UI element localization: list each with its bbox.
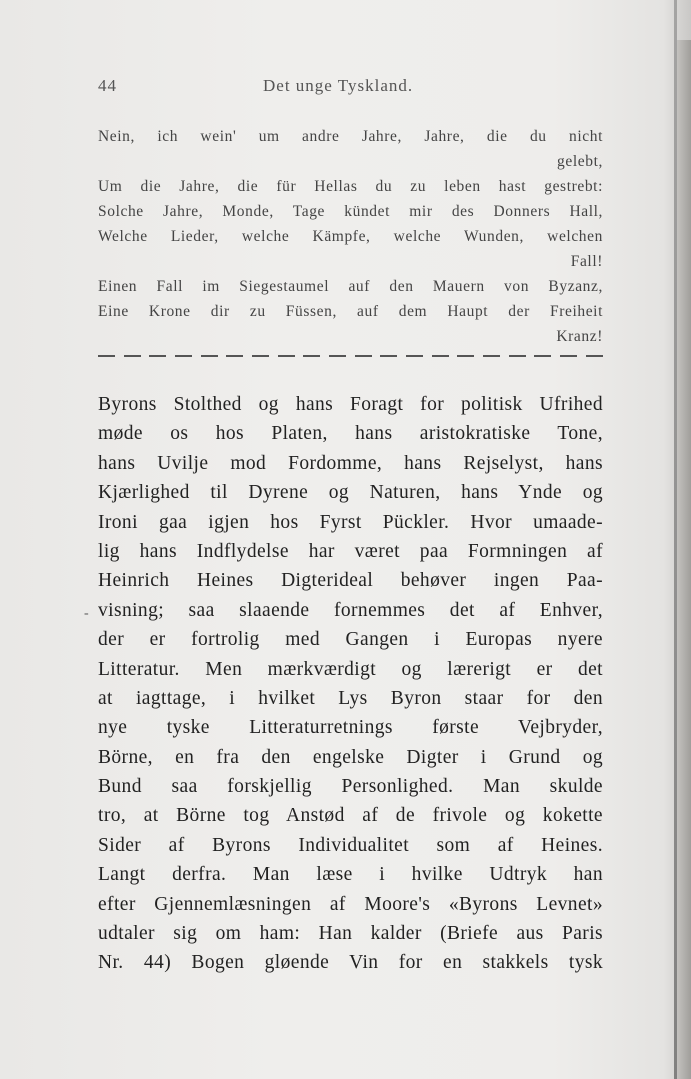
- text-line: Kjærlighed til Dyrene og Naturen, hans Ynde og: [98, 482, 603, 504]
- poem-line: Um die Jahre, die für Hellas du zu leben hast gestrebt:: [98, 178, 603, 195]
- body-text: [98, 390, 603, 978]
- running-head-title: Det unge Tyskland.: [263, 76, 414, 95]
- text-line: Byrons Stolthed og hans Foragt for politisk Ufrihed: [98, 394, 603, 415]
- text-line: lig hans Indflydelse har været paa Formningen af: [98, 540, 603, 562]
- dash-divider: [98, 350, 603, 362]
- poem-line: Solche Jahre, Monde, Tage kündet mir des Donners Hall,: [98, 203, 603, 220]
- margin-mark: -: [84, 606, 89, 621]
- text-line: hans Uvilje mod Fordomme, hans Rejselyst, hans: [98, 452, 603, 474]
- poem-line: gelebt,: [557, 153, 603, 170]
- poem-line: Nein, ich wein' um andre Jahre, Jahre, die du nicht: [98, 128, 603, 145]
- poem-line: Welche Lieder, welche Kämpfe, welche Wunden, welchen: [98, 228, 603, 245]
- running-header: [98, 76, 603, 100]
- text-line: møde os hos Platen, hans aristokratiske Tone,: [98, 423, 603, 445]
- text-line: efter Gjennemlæsningen af Moore's «Byrons Levnet»: [98, 893, 603, 915]
- text-line: tro, at Börne tog Anstød af de frivole og kokette: [98, 805, 603, 827]
- page-number: 44: [98, 76, 117, 95]
- text-line: der er fortrolig med Gangen i Europas nyere: [98, 629, 603, 651]
- text-line: Bund saa forskjellig Personlighed. Man skulde: [98, 776, 603, 798]
- text-line: Nr. 44) Bogen gløende Vin for en stakkels tysk: [98, 952, 603, 974]
- text-line: Sider af Byrons Individualitet som af Heines.: [98, 834, 603, 856]
- text-line: Ironi gaa igjen hos Fyrst Pückler. Hvor umaade-: [98, 511, 603, 533]
- text-line: Heinrich Heines Digterideal behøver ingen Paa-: [98, 570, 603, 592]
- poem-quotation: [98, 124, 603, 349]
- text-line: udtaler sig om ham: Han kalder (Briefe aus Paris: [98, 923, 603, 945]
- page-edge-shadow: [677, 40, 691, 1079]
- poem-line: Kranz!: [556, 328, 603, 345]
- page-edge-line: [674, 0, 677, 1079]
- poem-line: Eine Krone dir zu Füssen, auf dem Haupt der Freiheit: [98, 303, 603, 320]
- poem-line: Fall!: [570, 253, 603, 270]
- text-line: nye tyske Litteraturretnings første Vejbryder,: [98, 717, 603, 739]
- text-line: visning; saa slaaende fornemmes det af Enhver,: [98, 599, 603, 621]
- text-line: Litteratur. Men mærkværdigt og lærerigt er det: [98, 658, 603, 680]
- text-line: Langt derfra. Man læse i hvilke Udtryk han: [98, 864, 603, 886]
- text-line: at iagttage, i hvilket Lys Byron staar for den: [98, 687, 603, 709]
- poem-line: Einen Fall im Siegestaumel auf den Mauern von Byzanz,: [98, 278, 603, 295]
- text-line: Börne, en fra den engelske Digter i Grund og: [98, 746, 603, 768]
